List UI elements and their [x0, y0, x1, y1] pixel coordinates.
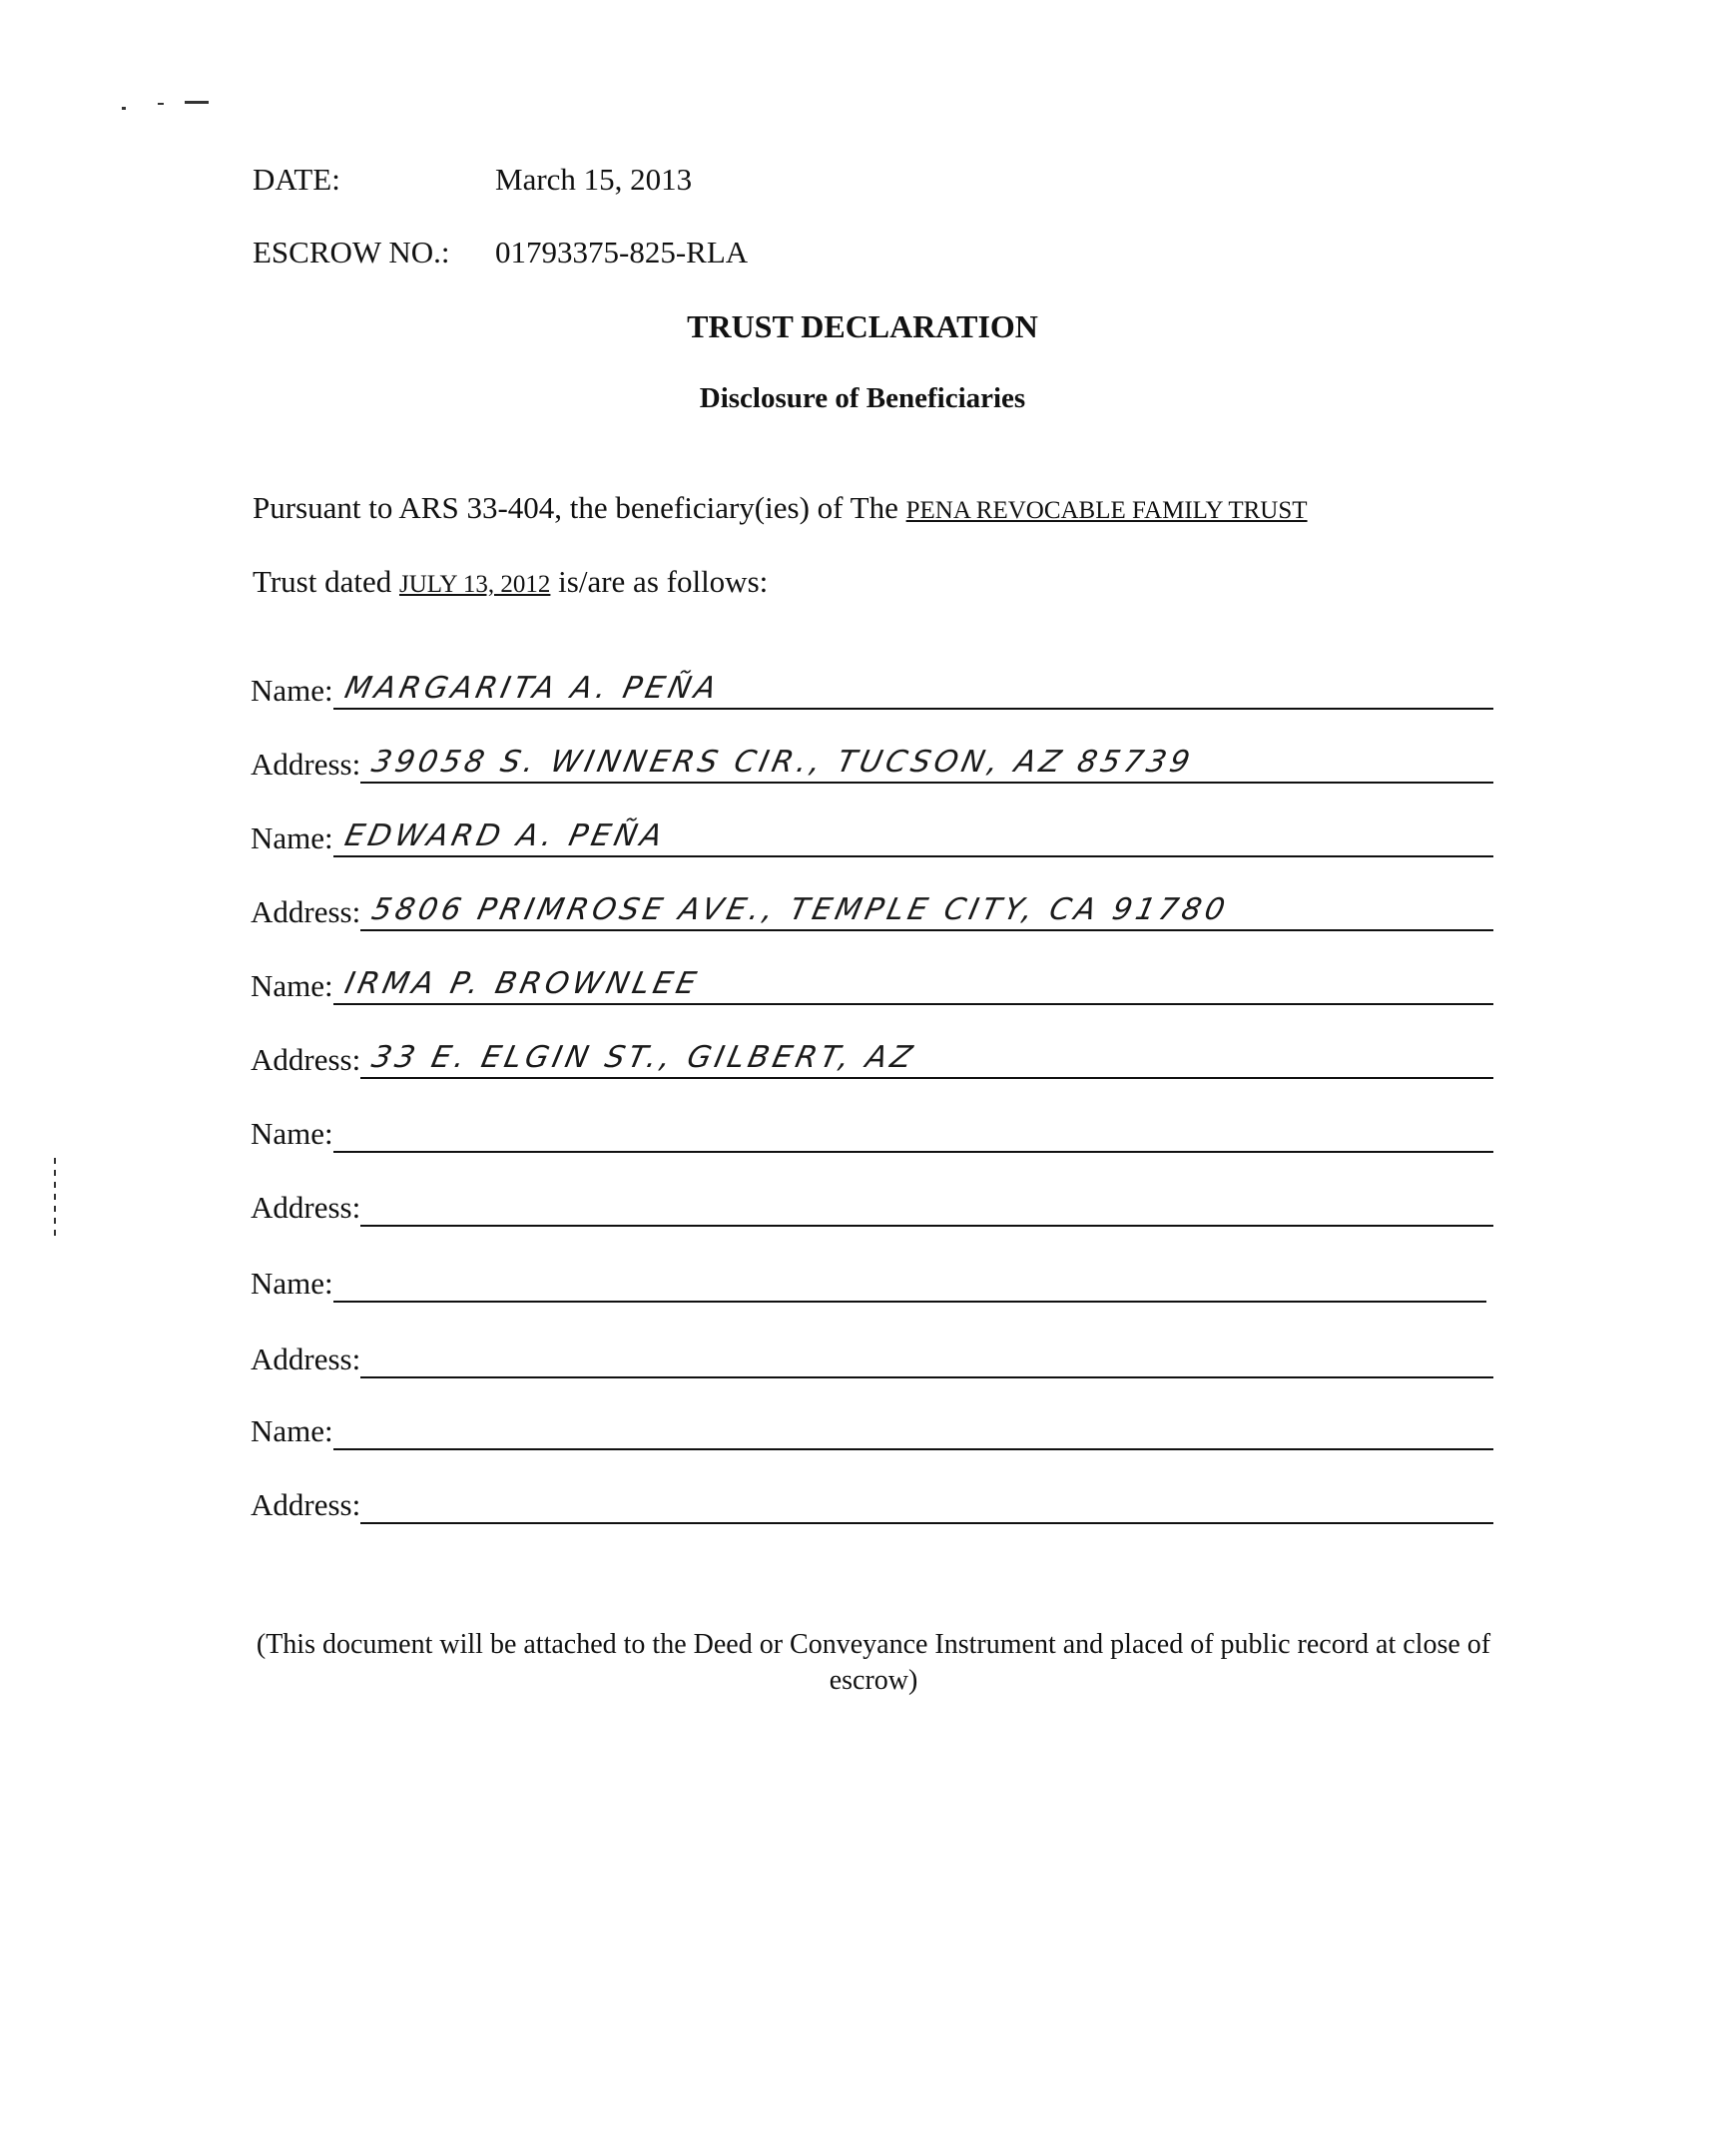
address-line	[360, 734, 1493, 784]
address-field[interactable]	[251, 883, 1493, 931]
escrow-row	[253, 235, 748, 270]
trust-name: PENA REVOCABLE FAMILY TRUST	[905, 497, 1308, 524]
address-line	[360, 1474, 1493, 1524]
body-line-2	[253, 564, 768, 600]
handwritten-address: 33 E. ELGIN ST., GILBERT, AZ	[368, 1040, 919, 1075]
address-field[interactable]	[251, 1476, 1493, 1524]
handwritten-name: MARGARITA A. PEÑA	[340, 671, 723, 706]
name-field[interactable]	[251, 957, 1493, 1005]
name-line	[333, 660, 1493, 710]
name-label: Name:	[251, 968, 333, 1003]
address-label: Address:	[251, 1342, 361, 1376]
scan-mark	[54, 1158, 56, 1236]
address-line	[360, 1029, 1493, 1079]
date-value: March 15, 2013	[495, 162, 693, 197]
handwritten-name: IRMA P. BROWNLEE	[340, 966, 703, 1001]
scan-mark	[122, 107, 126, 110]
address-field[interactable]	[251, 1179, 1493, 1227]
name-line	[333, 1400, 1493, 1450]
address-label: Address:	[251, 747, 361, 782]
name-line	[333, 955, 1493, 1005]
name-field[interactable]	[251, 662, 1493, 710]
body-line-2-prefix: Trust dated	[253, 564, 399, 599]
name-label: Name:	[251, 673, 333, 708]
body-line-1	[253, 490, 1308, 526]
address-label: Address:	[251, 1190, 361, 1225]
scan-mark	[185, 101, 209, 104]
name-label: Name:	[251, 820, 333, 855]
name-label: Name:	[251, 1266, 333, 1301]
name-field[interactable]	[251, 809, 1493, 857]
address-line	[360, 1177, 1493, 1227]
address-label: Address:	[251, 1487, 361, 1522]
document-title: TRUST DECLARATION	[687, 308, 1038, 344]
date-row	[253, 162, 692, 198]
name-line	[333, 1253, 1486, 1303]
handwritten-address: 39058 S. WINNERS CIR., TUCSON, AZ 85739	[368, 745, 1198, 780]
name-line	[333, 808, 1493, 857]
name-field[interactable]	[251, 1402, 1493, 1450]
name-label: Name:	[251, 1413, 333, 1448]
document-subtitle: Disclosure of Beneficiaries	[699, 382, 1026, 414]
body-line-2-suffix: is/are as follows:	[550, 564, 769, 599]
escrow-label: ESCROW NO.:	[253, 235, 450, 270]
name-label: Name:	[251, 1116, 333, 1151]
handwritten-address: 5806 PRIMROSE AVE., TEMPLE CITY, CA 91780	[368, 892, 1233, 927]
name-field[interactable]	[251, 1105, 1493, 1153]
handwritten-name: EDWARD A. PEÑA	[340, 818, 669, 853]
address-label: Address:	[251, 894, 361, 929]
address-field[interactable]	[251, 736, 1493, 784]
name-line	[333, 1103, 1493, 1153]
name-field[interactable]	[251, 1255, 1486, 1303]
trust-date: JULY 13, 2012	[398, 571, 551, 598]
escrow-value: 01793375-825-RLA	[495, 235, 749, 270]
footer-note: (This document will be attached to the Deed or Conveyance Instrument and placed of public record at close of escrow)	[256, 1629, 1491, 1696]
address-label: Address:	[251, 1042, 361, 1077]
date-label: DATE:	[253, 162, 340, 197]
address-line	[360, 881, 1493, 931]
address-field[interactable]	[251, 1331, 1493, 1378]
body-line-1-text: Pursuant to ARS 33-404, the beneficiary(ies) of The	[253, 490, 906, 525]
address-field[interactable]	[251, 1031, 1493, 1079]
scan-mark	[158, 103, 164, 105]
address-line	[360, 1329, 1493, 1378]
